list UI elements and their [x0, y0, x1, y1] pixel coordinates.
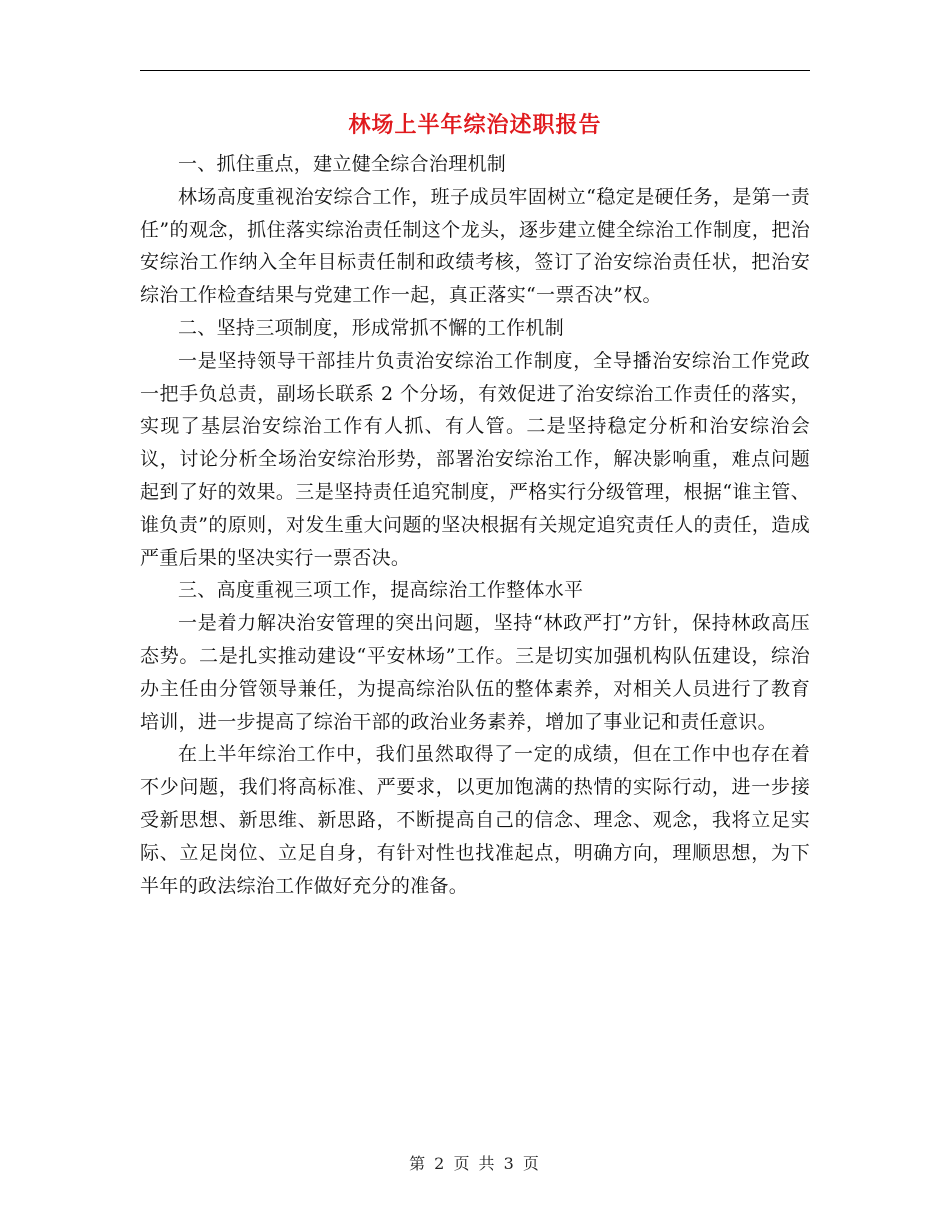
header-rule — [140, 70, 810, 71]
section-3-paragraph-1: 一是着力解决治安管理的突出问题，坚持“林政严打”方针，保持林政高压态势。二是扎实推动建设“平安林场”工作。三是切实加强机构队伍建设，综治办主任由分管领导兼任，为提高综治队伍的整体素养，对相关人员进行了教育培训，进一步提高了综治干部的政治业务素养，增加了事业记和责任意识。 — [140, 612, 810, 733]
closing-paragraph: 在上半年综治工作中，我们虽然取得了一定的成绩，但在工作中也存在着不少问题，我们将高标准、严要求，以更加饱满的热情的实际行动，进一步接受新思想、新思维、新思路，不断提高自己的信念、理念、观念，我将立足实际、立足岗位、立足自身，有针对性也找准起点，明确方向，理顺思想，为下半年的政法综治工作做好充分的准备。 — [140, 743, 810, 897]
document-title: 林场上半年综治述职报告 — [348, 113, 602, 138]
section-1-paragraph-1: 林场高度重视治安综合工作，班子成员牢固树立“稳定是硬任务，是第一责任”的观念，抓住落实综治责任制这个龙头，逐步建立健全综治工作制度，把治安综治工作纳入全年目标责任制和政绩考核，签订了治安综治责任状，把治安综治工作检查结果与党建工作一起，真正落实“一票否决”权。 — [140, 185, 810, 307]
page-number-footer: 第 2 页 共 3 页 — [409, 1154, 541, 1173]
section-heading-2: 二、坚持三项制度，形成常抓不懈的工作机制 — [178, 316, 565, 339]
document-body — [140, 148, 810, 902]
section-heading-1: 一、抓住重点，建立健全综合治理机制 — [178, 153, 507, 175]
section-heading-3: 三、高度重视三项工作，提高综治工作整体水平 — [178, 579, 584, 602]
section-2-paragraph-1: 一是坚持领导干部挂片负责治安综治工作制度，全导播治安综治工作党政一把手负总责，副场长联系 2 个分场，有效促进了治安综治工作责任的落实，实现了基层治安综治工作有人抓、有人管。二是坚持稳定分析和治安综治会议，讨论分析全场治安综治形势，部署治安综治工作，解决影响重，难点问题起到了好的效果。三是坚持责任追究制度，严格实行分级管理，根据“谁主管、谁负责”的原则，对发生重大问题的坚决根据有关规定追究责任人的责任，造成严重后果的坚决实行一票否决。 — [140, 349, 810, 569]
